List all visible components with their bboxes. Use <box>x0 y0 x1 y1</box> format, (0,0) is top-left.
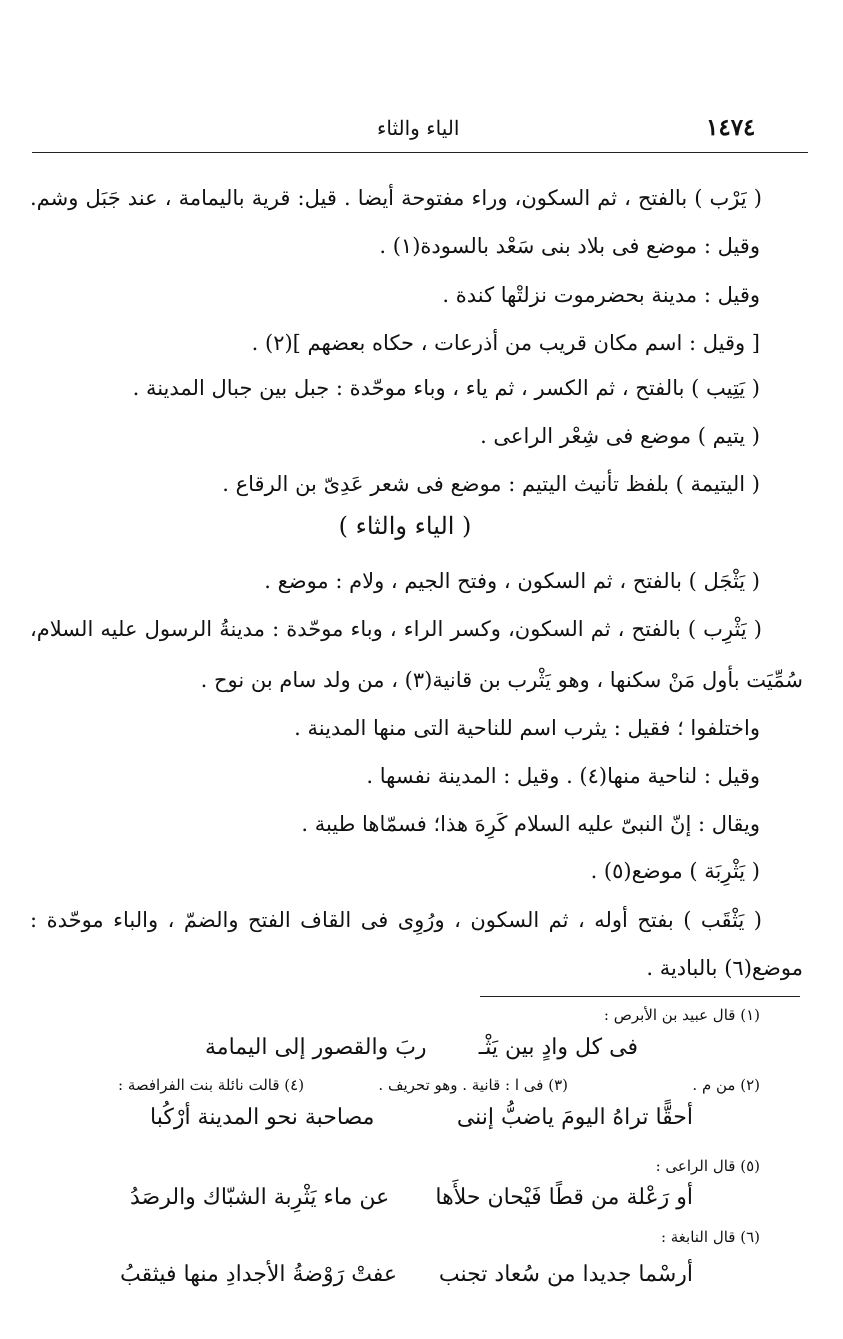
footnote-6-label: (٦) قال النابغة : <box>660 1228 760 1246</box>
text-line: وقيل : لناحية منها(٤) . وقيل : المدينة نفسها . <box>366 764 760 788</box>
footnote-6-verse-first: أرسْما جديدا من سُعاد تجنب <box>438 1262 693 1287</box>
section-heading: ( الياء والثاء ) <box>338 512 472 540</box>
text-line: واختلفوا ؛ فقيل : يثرب اسم للناحية التى منها المدينة . <box>294 716 760 740</box>
text-line: وقيل : مدينة بحضرموت نزلتْها كندة . <box>442 283 760 307</box>
footnote-1-label: (١) قال عبيد بن الأبرص : <box>603 1006 760 1024</box>
header-rule <box>32 152 808 153</box>
entry-yatib: ( يَتِيب ) بالفتح ، ثم الكسر ، ثم ياء ، وباء موحّدة : جبل بين جبال المدينة . <box>132 376 760 400</box>
footnote-4-verse-first: أحقًّا تراهُ اليومَ ياضبُّ إننى <box>456 1105 693 1130</box>
footnote-3: (٣) فى ا : قانية . وهو تحريف . <box>378 1076 568 1094</box>
entry-alyatima: ( اليتيمة ) بلفظ تأنيث اليتيم : موضع فى شعر عَدِىّ بن الرقاع . <box>222 472 760 496</box>
text-line: موضع(٦) بالبادية . <box>646 956 803 980</box>
entry-yathriba: ( يَثْرِبَة ) موضع(٥) . <box>590 859 760 883</box>
footnote-1-verse-first: فى كل وادٍ بين يَثْـ <box>478 1035 638 1060</box>
entry-yathqab: ( يَثْقَب ) بفتح أوله ، ثم السكون ، ورُوِى فى القاف الفتح والضمّ ، والباء موحّدة : <box>30 908 762 932</box>
text-line: سُمِّيَت بأول مَنْ سكنها ، وهو يَثْرب بن قانية(٣) ، من ولد سام بن نوح . <box>200 668 803 692</box>
text-line: وقيل : موضع فى بلاد بنى سَعْد بالسودة(١) . <box>379 234 760 258</box>
footnote-1-verse-second: ربَ والقصور إلى اليمامة <box>205 1035 427 1060</box>
footnote-5-label: (٥) قال الراعى : <box>655 1157 760 1175</box>
footnote-6-verse-second: عفتْ رَوْضةُ الأجدادِ منها فيثقبُ <box>120 1262 398 1287</box>
entry-yathjal: ( يَثْجَل ) بالفتح ، ثم السكون ، وفتح الجيم ، ولام : موضع . <box>264 569 760 593</box>
entry-yarb: ( يَرْب ) بالفتح ، ثم السكون، وراء مفتوحة أيضا . قيل: قرية باليمامة ، عند جَبَل وشم. <box>30 186 762 210</box>
footnote-5-verse-second: عن ماء يَثْرِبة الشبّاك والرصَدُ <box>130 1185 390 1210</box>
text-line: [ وقيل : اسم مكان قريب من أذرعات ، حكاه بعضهم ](٢) . <box>251 331 760 355</box>
footnote-rule <box>480 996 800 997</box>
page-number: ١٤٧٤ <box>706 114 756 141</box>
entry-yatim: ( يتيم ) موضع فى شِعْر الراعى . <box>480 424 760 448</box>
footnote-4-label: (٤) قالت نائلة بنت الفرافصة : <box>118 1076 305 1094</box>
running-title: الياء والثاء <box>377 116 460 140</box>
footnote-4-verse-second: مصاحبة نحو المدينة أرْكُبا <box>150 1105 375 1130</box>
text-line: ويقال : إنّ النبىّ عليه السلام كَرِهَ هذا؛ فسمّاها طيبة . <box>301 812 760 836</box>
entry-yathrib: ( يَثْرِب ) بالفتح ، ثم السكون، وكسر الراء ، وباء موحّدة : مدينةُ الرسول عليه السلام، <box>30 617 762 641</box>
footnote-5-verse-first: أو رَعْلة من قطًا فَيْحان حلأَها <box>435 1185 693 1210</box>
footnote-2: (٢) من م . <box>692 1076 760 1094</box>
